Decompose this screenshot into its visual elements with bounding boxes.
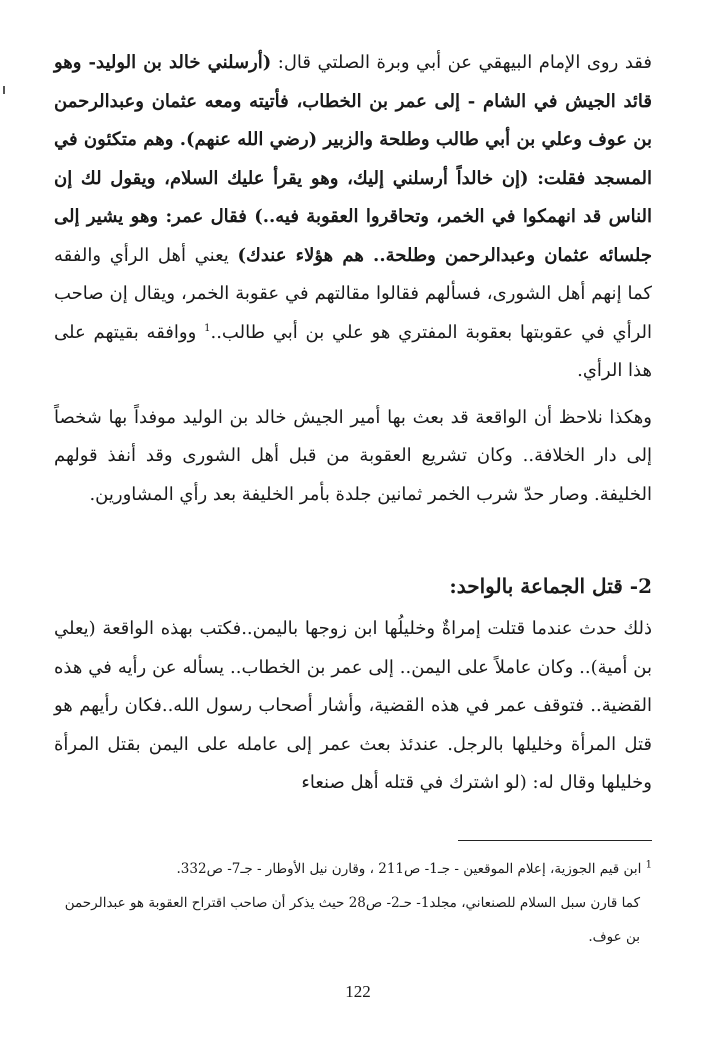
footnote-1-line-1: ابن قيم الجوزية، إعلام الموقعين - جـ1- ص211 ، وقارن نيل الأوطار - جـ7- ص332. xyxy=(176,861,646,877)
footnotes xyxy=(54,852,652,954)
footnote-marker: 1 xyxy=(645,859,652,871)
paragraph-1-intro: فقد روى الإمام البيهقي عن أبي وبرة الصلتي قال: xyxy=(271,52,652,73)
footnote-reference[interactable]: 1 xyxy=(204,322,211,334)
paragraph-1 xyxy=(54,44,652,391)
paragraph-2: وهكذا نلاحظ أن الواقعة قد بعث بها أمير الجيش خالد بن الوليد موفداً بها شخصاً إلى دار الخلافة.. وكان تشريع العقوبة من قبل أهل الشورى وقد أنفذ قولهم الخليفة. وصار حدّ شرب الخمر ثمانين جلدة بأمر الخليفة بعد رأي المشاورين. xyxy=(54,406,652,505)
footnote-1-line-2: كما قارن سبل السلام للصنعاني، مجلد1- حـ2- ص28 حيث يذكر أن صاحب اقتراح العقوبة هو عبدالرحمن بن عوف. xyxy=(64,895,640,945)
section-heading: 2- قتل الجماعة بالواحد: xyxy=(449,574,652,598)
page-number: 122 xyxy=(345,982,371,1001)
paragraph-1-quote: (أرسلني خالد بن الوليد- وهو قائد الجيش في الشام - إلى عمر بن الخطاب، فأتيته ومعه عثمان وعبدالرحمن بن عوف وعلي بن أبي طالب وطلحة والزبير (رضي الله عنهم). وهم متكئون في المسجد فقلت: (إن خالداً أرسلني إليك، وهو يقرأ عليك السلام، ويقول لك إن الناس قد انهمكوا في الخمر، وتحاقروا العقوبة فيه..) فقال عمر: وهو يشير إلى جلسائه عثمان وعبدالرحمن وطلحة.. هم هؤلاء عندك) xyxy=(54,52,653,266)
paragraph-1-commentary: يعني أهل الرأي والفقه كما إنهم أهل الشورى، فسألهم فقالوا مقالتهم في عقوبة الخمر، ويقال إن صاحب الرأي في عقوبتها بعقوبة المفتري هو علي بن أبي طالب.. xyxy=(54,244,652,343)
paragraph-3: ذلك حدث عندما قتلت إمراةٌ وخليلُها ابن زوجها باليمن..فكتب بهذه الواقعة (يعلي بن أمية).. وكان عاملاً على اليمن.. إلى عمر بن الخطاب.. يسأله عن رأيه في هذه القضية.. فتوقف عمر في هذه القضية، وأشار أصحاب رسول الله..فكان رأيهم هو قتل المرأة وخليلها بالرجل. عندئذ بعث عمر إلى عامله على اليمن بقتل المرأة وخليلها وقال له: (لو اشترك في قتله أهل صنعاء xyxy=(54,618,652,793)
page-body xyxy=(54,44,652,803)
paragraph-1-ending: ووافقه بقيتهم على هذا الرأي. xyxy=(54,321,652,381)
footnote-divider xyxy=(458,840,652,841)
margin-mark xyxy=(3,86,5,94)
footnote-1 xyxy=(54,852,652,886)
